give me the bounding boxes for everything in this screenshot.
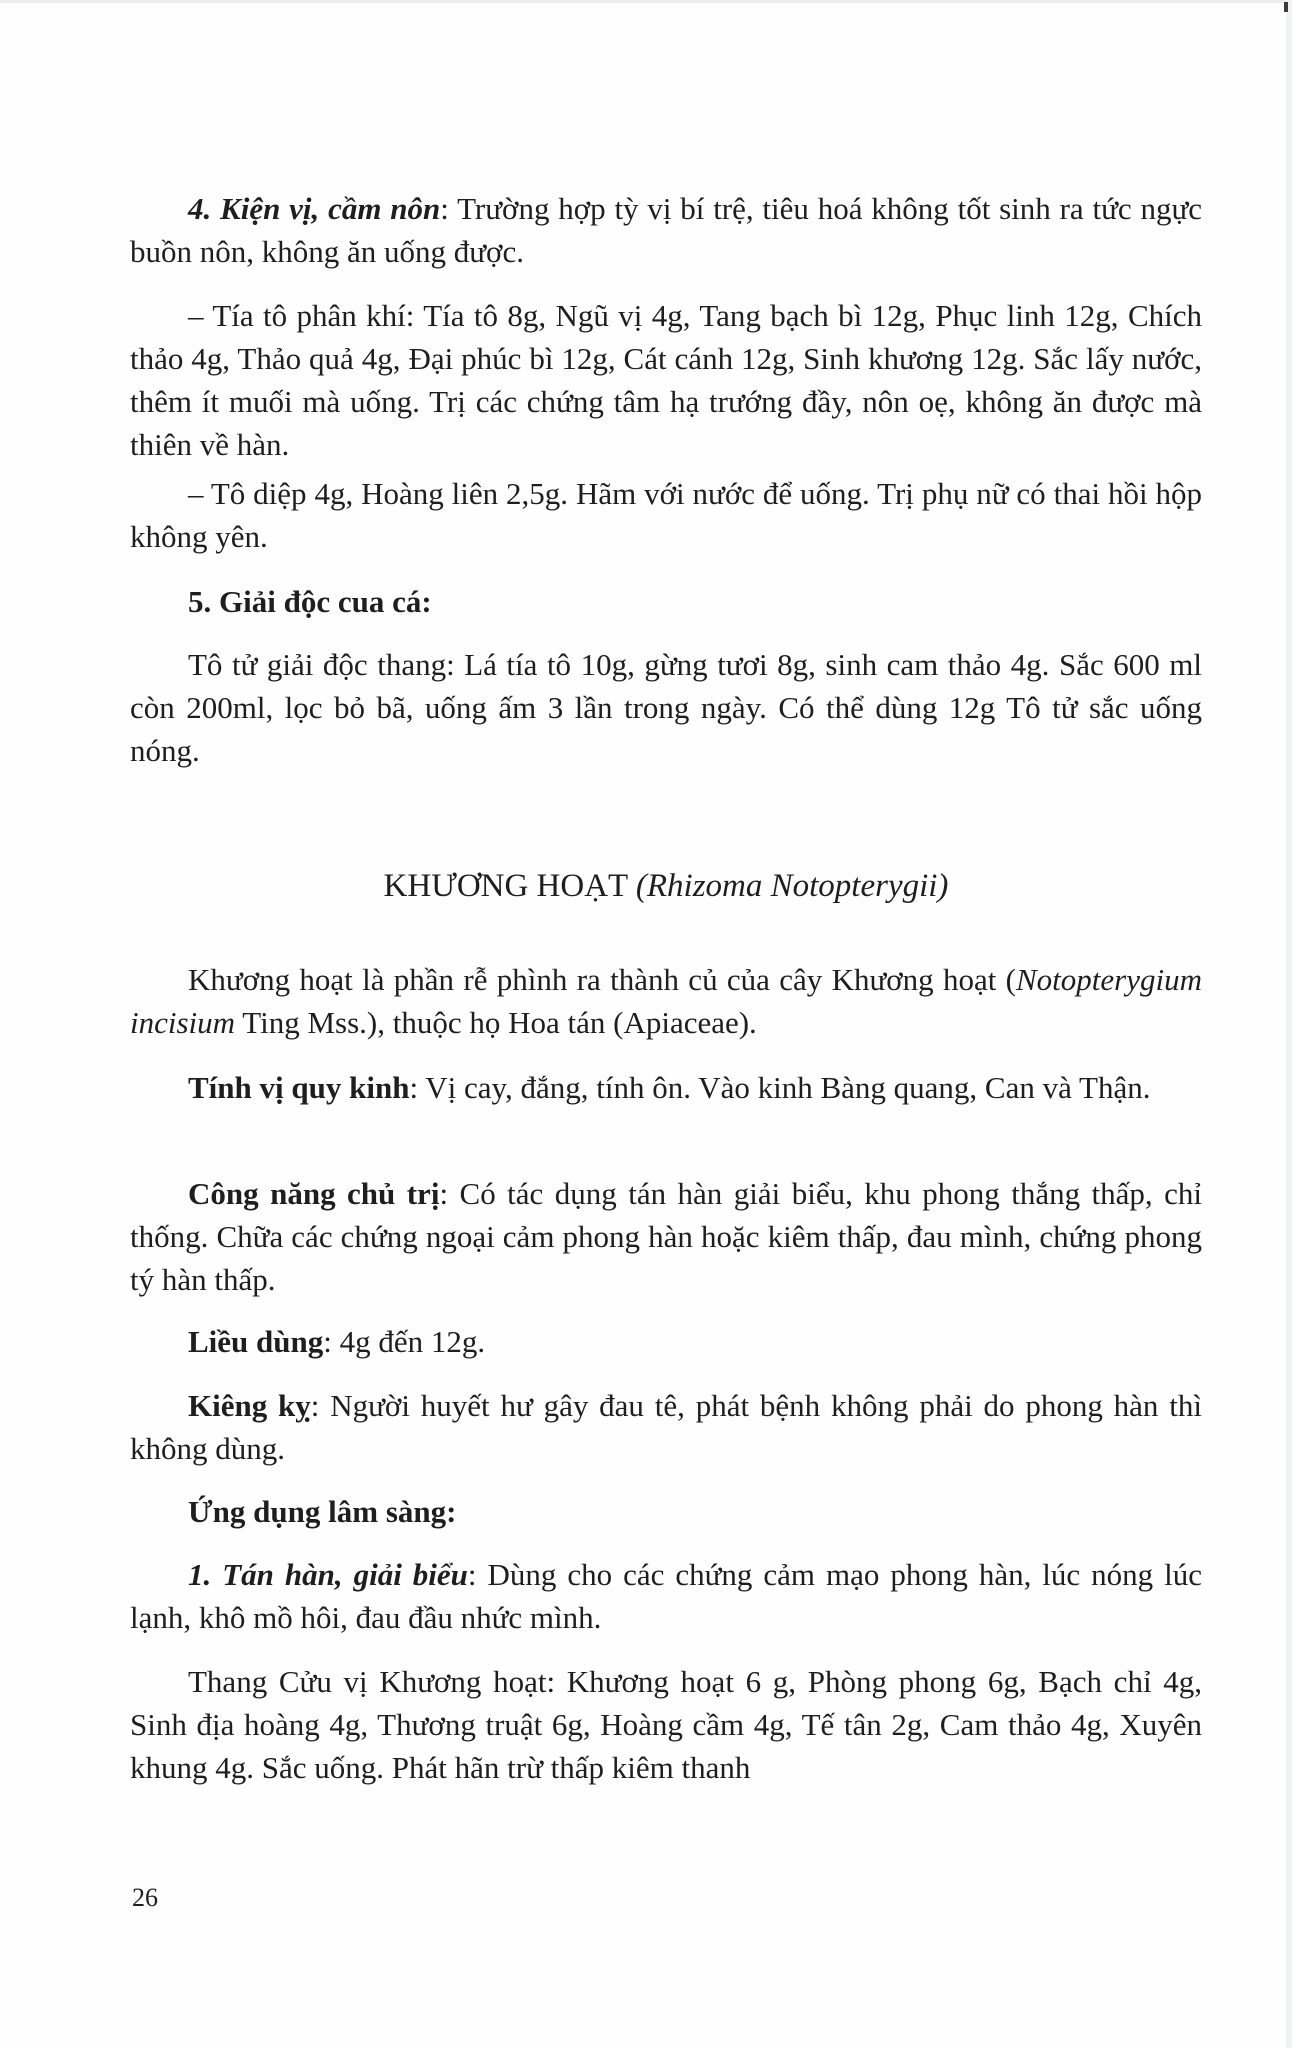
item-1-paragraph: 1. Tán hàn, giải biểu: Dùng cho các chứng cảm mạo phong hàn, lúc nóng lúc lạnh, khô mồ hôi, đau đầu nhức mình. [130,1557,1202,1635]
page-number: 26 [132,1883,158,1912]
thang-cuu-vi-paragraph: Thang Cửu vị Khương hoạt: Khương hoạt 6 g, Phòng phong 6g, Bạch chỉ 4g, Sinh địa hoàng 4g, Thương truật 6g, Hoàng cầm 4g, Tế tân 2g, Cam thảo 4g, Xuyên khung 4g. Sắc uống. Phát hãn trừ thấp kiêm thanh [130,1664,1202,1785]
section-4-paragraph [130,187,1202,273]
cong-nang-label: Công năng chủ trị [188,1176,440,1211]
tinh-vi-label: Tính vị quy kinh [188,1070,410,1105]
section-4-title: 4. Kiện vị, cầm nôn [188,191,441,226]
lieu-dung-label: Liều dùng [188,1324,324,1359]
herb-intro: Khương hoạt là phần rễ phình ra thành củ của cây Khương hoạt (Notopterygium incisium Ting Mss.), thuộc họ Hoa tán (Apiaceae). [130,962,1202,1040]
herb-heading [130,864,1202,908]
kieng-ky-paragraph: Kiêng kỵ: Người huyết hư gây đau tê, phát bệnh không phải do phong hàn thì không dùng. [130,1388,1202,1466]
item-1-title: 1. Tán hàn, giải biểu [188,1557,468,1592]
remedy-tia-to-phan-khi: – Tía tô phân khí: Tía tô 8g, Ngũ vị 4g, Tang bạch bì 12g, Phục linh 12g, Chích thảo 4g, Thảo quả 4g, Đại phúc bì 12g, Cát cánh 12g, Sinh khương 12g. Sắc lấy nước, thêm ít muối mà uống. Trị các chứng tâm hạ trướng đầy, nôn oẹ, không ăn được mà thiên về hàn. [130,298,1202,462]
right-page-edge [1286,0,1292,2048]
latin-species: Notopterygium incisium [130,962,1202,1040]
cong-nang-paragraph: Công năng chủ trị: Có tác dụng tán hàn giải biểu, khu phong thắng thấp, chỉ thống. Chữa các chứng ngoại cảm phong hàn hoặc kiêm thấp, đau mình, chứng phong tý hàn thấp. [130,1176,1203,1297]
herb-name: KHƯƠNG HOẠT [383,868,628,904]
ung-dung-heading: Ứng dụng lâm sàng: [188,1494,457,1529]
kieng-ky-label: Kiêng kỵ [188,1388,311,1423]
section-5-text: Tô tử giải độc thang: Lá tía tô 10g, gừng tươi 8g, sinh cam thảo 4g. Sắc 600 ml còn 200ml, lọc bỏ bã, uống ấm 3 lần trong ngày. Có thể dùng 12g Tô tử sắc uống nóng. [130,647,1202,768]
herb-latin-name: (Rhizoma Notopterygii) [635,868,949,904]
lieu-dung-paragraph: Liều dùng: 4g đến 12g. [188,1324,486,1359]
corner-mark [1284,2,1288,12]
tinh-vi-paragraph: Tính vị quy kinh: Vị cay, đắng, tính ôn. Vào kinh Bàng quang, Can và Thận. [188,1070,1151,1105]
section-4-text: : Trường hợp tỳ vị bí trệ, tiêu hoá không tốt sinh ra tức ngực buồn nôn, không ăn uống được. [130,191,1203,269]
remedy-to-diep: – Tô diệp 4g, Hoàng liên 2,5g. Hãm với nước để uống. Trị phụ nữ có thai hồi hộp không yên. [130,476,1202,554]
top-border [0,0,1292,3]
section-5-title: 5. Giải độc cua cá: [188,584,432,619]
